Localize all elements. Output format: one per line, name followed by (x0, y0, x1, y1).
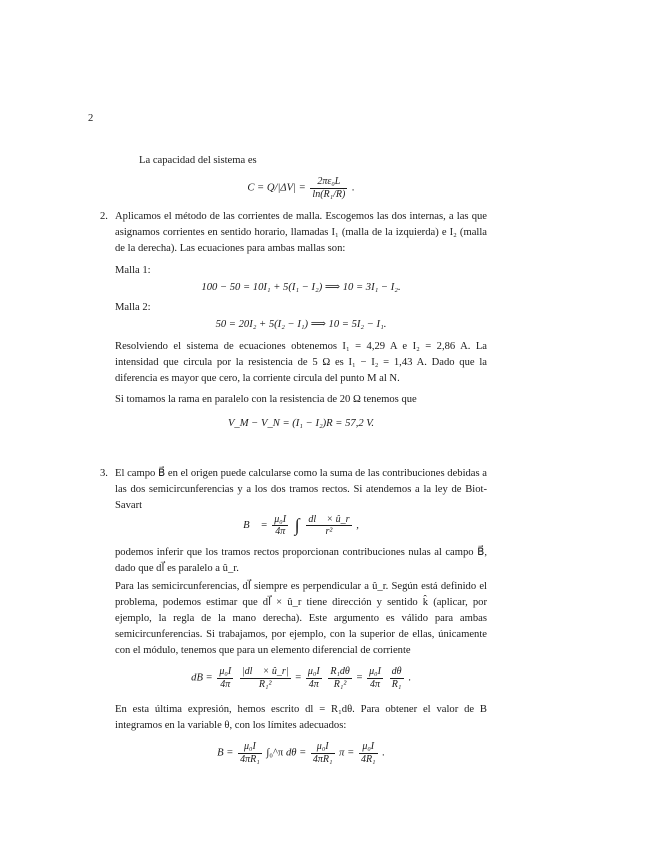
biot-lhs: B⃗ = (243, 519, 268, 531)
db-fraction-6 (390, 666, 404, 690)
capacity-lhs: C = Q/|ΔV| = (247, 182, 306, 194)
db-equation (115, 666, 487, 690)
biot-coef-fraction (272, 514, 288, 538)
capacity-equation (115, 176, 487, 200)
db-f5-den: 4π (370, 678, 381, 690)
integral-sign: ∫ (294, 515, 300, 535)
item-3-paragraph-3: Para las semicircunferencias, dl⃗ siempre es perpendicular a û_r. Según está definido el problema, podemos estimar que dl⃗ × û_r tiene dirección y sentido k̂ (aplicar, por ejemplo, la regla de la mano derecha). Este argumento es válido para ambas semicircunferencias. Si trabajamos, por ejemplo, con la superior de ellas, únicamente con el módulo, tenemos que para un elemento diferencial de corriente (115, 581, 487, 656)
biot-integrand-denominator: r² (325, 526, 333, 537)
db-f4-den: R₁² (333, 678, 347, 690)
malla-2-label: Malla 2: (115, 302, 151, 313)
b-f1-den: 4πR₁ (240, 753, 260, 765)
db-fraction-5 (367, 666, 383, 690)
b-lhs: B = (217, 747, 234, 759)
b-integral-body: dθ = (285, 747, 307, 759)
b-f2-den: 4πR₁ (312, 753, 333, 765)
page-number: 2 (88, 113, 94, 124)
item-3-number: 3. (100, 468, 108, 479)
biot-integrand-fraction (306, 514, 351, 538)
b-f3-den: 4R₁ (360, 753, 376, 765)
db-f1-den: 4π (220, 678, 231, 690)
item-2-paragraph-1: Aplicamos el método de las corrientes de malla. Escogemos las dos internas, a las que asignamos corrientes en sentido horario, llamadas I₁ (malla de la izquierda) e I₂ (malla de la derecha). Las ecuaciones para ambas mallas son: (115, 211, 487, 254)
capacity-numerator: 2πε₀L (310, 176, 347, 189)
b-integral: ∫₀^π (266, 747, 284, 759)
db-f3-num: μ₀I (307, 666, 320, 677)
db-fraction-4 (328, 666, 352, 690)
db-fraction-3 (306, 666, 322, 690)
equals-sign: = (356, 672, 363, 684)
biot-integrand-numerator: dl⃗ × û_r (308, 513, 350, 525)
db-fraction-2 (240, 666, 291, 690)
item-2-number: 2. (100, 211, 108, 222)
item-2 (100, 209, 487, 257)
biot-end: , (356, 519, 359, 531)
b-fraction-3 (359, 741, 378, 765)
b-fraction-1 (238, 741, 262, 765)
biot-savart-equation (115, 512, 487, 539)
b-end: . (382, 747, 385, 759)
item-3-paragraph-1: El campo B⃗ en el origen puede calcularse como la suma de las contribuciones debidas a las dos semicircunferencias y a los dos tramos rectos. Si atendemos a la ley de Biot-Savart (115, 468, 487, 511)
capacity-end: . (352, 182, 355, 194)
db-f2-den: R₁² (258, 678, 272, 690)
db-f1-num: μ₀I (219, 666, 232, 677)
item-3 (100, 466, 487, 514)
b-equation (115, 741, 487, 765)
biot-coef-denominator: 4π (275, 526, 286, 537)
voltage-equation: V_M − V_N = (I₁ − I₂)R = 57,2 V. (227, 418, 375, 429)
db-f3-den: 4π (308, 678, 319, 690)
b-f3-num: μ₀I (359, 741, 378, 754)
b-mid: π = (339, 747, 355, 759)
db-f6-num: dθ (391, 666, 402, 677)
item-3-paragraph-4: En esta última expresión, hemos escrito dl = R₁dθ. Para obtener el valor de B integramos en la variable θ, con los límites adecuados: (115, 704, 487, 731)
intro-text: La capacidad del sistema es (139, 155, 257, 166)
b-f2-num: μ₀I (311, 741, 335, 754)
b-fraction-2 (311, 741, 335, 765)
db-f4-num: R₁dθ (330, 666, 350, 677)
item-2-paragraph-2: Resolviendo el sistema de ecuaciones obtenemos I₁ = 4,29 A e I₂ = 2,86 A. La intensidad que circula por la resistencia de 5 Ω es I₁ − I₂ = 1,43 A. Dado que la diferencia es mayor que cero, la corriente circula del punto M al N. (115, 341, 487, 384)
item-3-paragraph-2: podemos inferir que los tramos rectos proporcionan contribuciones nulas al campo B⃗, dado que dl⃗ es paralelo a û_r. (115, 547, 487, 574)
db-lhs: dB = (191, 672, 213, 684)
malla-1-equation: 100 − 50 = 10I₁ + 5(I₁ − I₂) ⟹ 10 = 3I₁ − I₂. (201, 282, 401, 293)
period: . (408, 672, 411, 684)
db-fraction-1 (217, 666, 233, 690)
malla-1-label: Malla 1: (115, 265, 151, 276)
malla-2-equation: 50 = 20I₂ + 5(I₂ − I₁) ⟹ 10 = 5I₂ − I₁. (215, 319, 387, 330)
capacity-fraction (310, 176, 347, 200)
db-f2-num: |dl⃗ × û_r| (241, 666, 289, 677)
equals-sign: = (295, 672, 302, 684)
db-f6-den: R₁ (391, 678, 402, 690)
capacity-denominator: ln(R₁/R) (312, 188, 346, 200)
db-f5-num: μ₀I (369, 666, 381, 677)
item-2-paragraph-3: Si tomamos la rama en paralelo con la resistencia de 20 Ω tenemos que (115, 394, 417, 405)
biot-coef-numerator: μ₀I (274, 513, 287, 525)
b-f1-num: μ₀I (238, 741, 262, 754)
